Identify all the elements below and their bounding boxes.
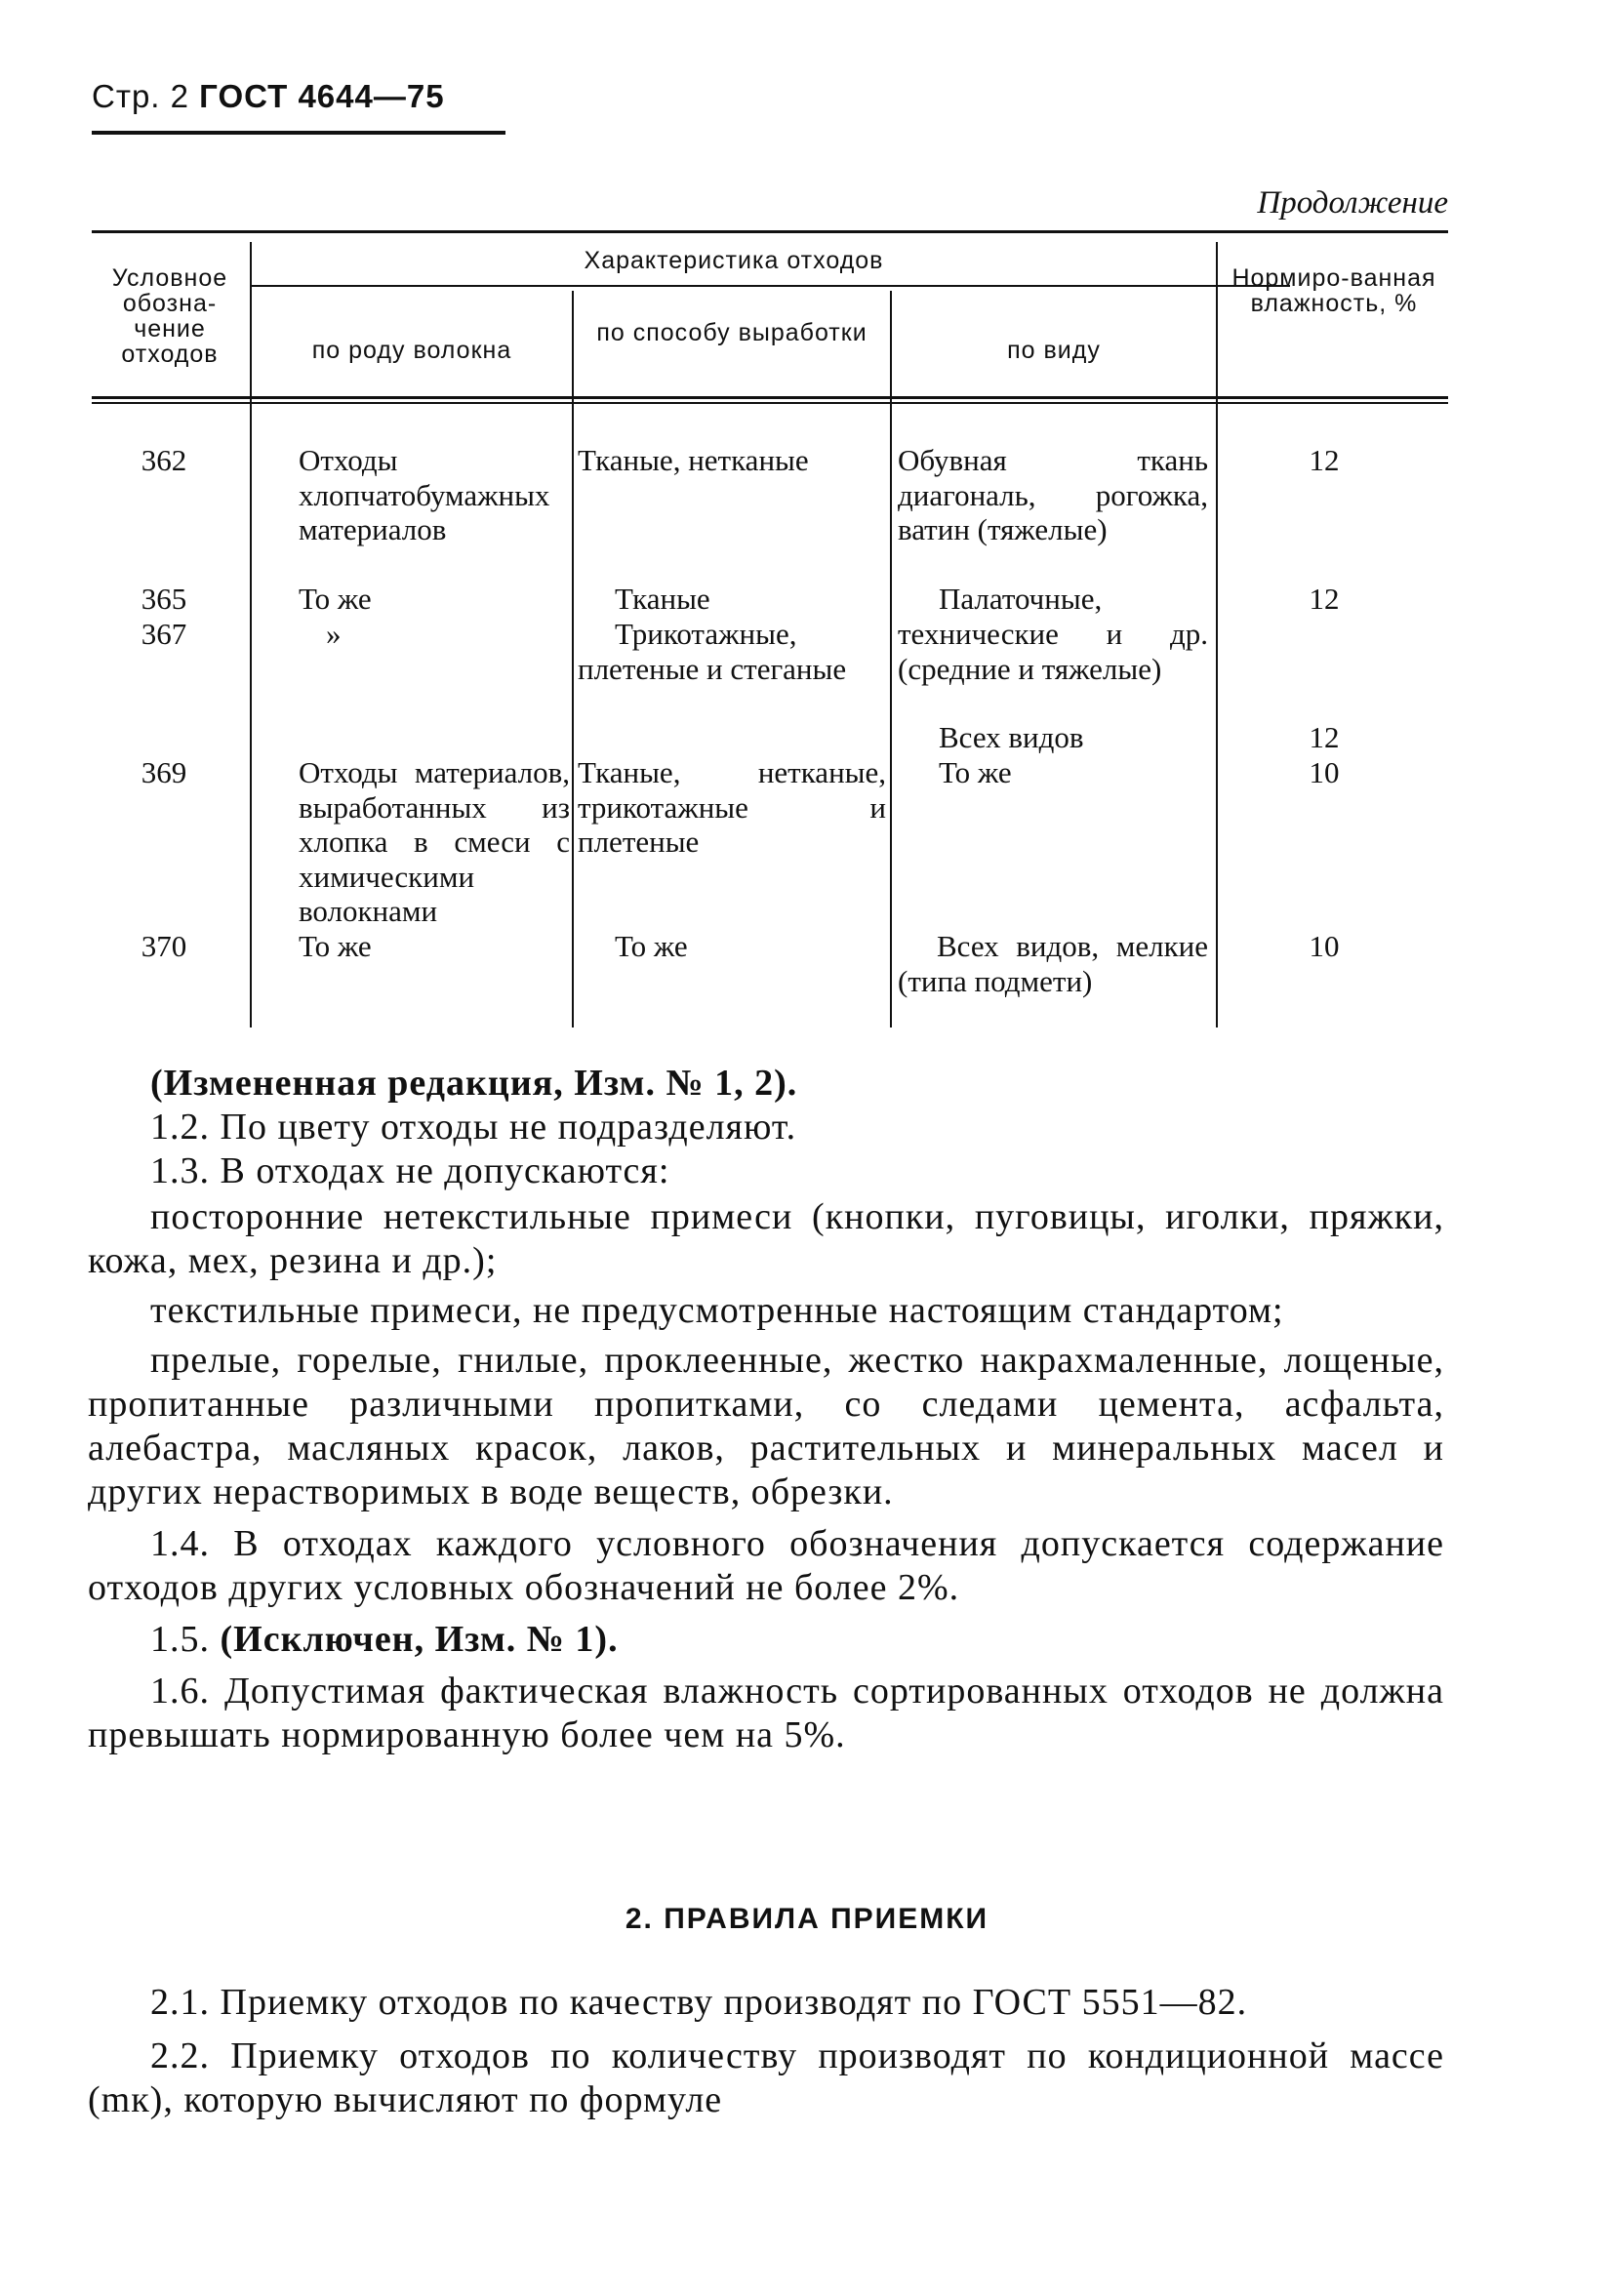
header-bottom-rule-2 xyxy=(92,402,1448,404)
clause-1-5-text: (Исключен, Изм. № 1). xyxy=(220,1619,619,1660)
clause-1-2: 1.2. По цвету отходы не подразделяют. xyxy=(150,1107,797,1148)
row-369-type: То же xyxy=(939,755,1012,789)
row-365-humidity: 12 xyxy=(1309,582,1340,616)
text-block-1 xyxy=(88,1062,1444,1757)
header-rule xyxy=(92,131,505,135)
char-header-rule xyxy=(252,285,1290,287)
text-block-2 xyxy=(88,1981,1444,2122)
th-code: Условное обозна-чение отходов xyxy=(111,264,228,368)
row-362-humidity: 12 xyxy=(1309,443,1340,477)
row-367-type: технические и др. (средние и тяжелые) xyxy=(898,617,1208,686)
row-365-type: Палаточные, xyxy=(939,582,1103,616)
row-369-humidity: 10 xyxy=(1309,755,1340,789)
continuation-label: Продолжение xyxy=(1257,185,1448,221)
row-362-code: 362 xyxy=(141,443,187,477)
row-369-fiber: Отходы материалов, выработанных из хлопка в смеси с химическими волокнами xyxy=(299,755,570,928)
row-362-fiber: Отходы хлопчатобумажных материалов xyxy=(299,443,550,546)
header-bottom-rule xyxy=(92,396,1448,399)
row-369-code: 369 xyxy=(141,755,187,789)
section-2-heading: 2. ПРАВИЛА ПРИЕМКИ xyxy=(625,1903,989,1935)
waste-table xyxy=(92,230,1448,1040)
row-362-method: Тканые, нетканые xyxy=(578,443,809,477)
row-370-method: То же xyxy=(615,929,688,963)
page-number: Стр. 2 xyxy=(92,78,189,114)
page-header xyxy=(92,78,445,115)
row-370-code: 370 xyxy=(141,929,187,963)
clause-1-3-item-a: посторонние нетекстильные примеси (кнопки, пуговицы, иголки, пряжки, кожа, мех, резина и др.); xyxy=(88,1196,1444,1281)
row-370-humidity: 10 xyxy=(1309,929,1340,963)
row-362-type: Обувная ткань диагональ, рогожка, ватин (тяжелые) xyxy=(898,443,1208,546)
row-369-method: Тканые, нетканые, трикотажные и плетеные xyxy=(578,755,886,859)
clause-1-3-item-b: текстильные примеси, не предусмотренные настоящим стандартом; xyxy=(150,1290,1284,1331)
clause-1-3-item-c: прелые, горелые, гнилые, проклеенные, жестко накрахмаленные, лощеные, пропитанные различными пропитками, со следами цемента, асфальта, алебастра, масляных красок, лаков, растительных и минеральных масел и других нерастворимых в воде веществ, обрезки. xyxy=(88,1340,1444,1512)
clause-1-5 xyxy=(88,1618,1444,1662)
clause-2-1: 2.1. Приемку отходов по качеству производят по ГОСТ 5551—82. xyxy=(150,1982,1248,2023)
col-divider-1 xyxy=(250,242,252,1027)
th-fiber: по роду волокна xyxy=(311,337,512,364)
standard-id: ГОСТ 4644—75 xyxy=(199,78,445,114)
row-367b-humidity: 12 xyxy=(1309,720,1340,754)
row-367-method: Трикотажные, плетеные и стеганые xyxy=(578,617,847,686)
clause-1-4: 1.4. В отходах каждого условного обозначения допускается содержание отходов других условных обозначений не более 2%. xyxy=(88,1523,1444,1608)
col-divider-2 xyxy=(572,291,574,1027)
row-365-code: 365 xyxy=(141,582,187,616)
row-370-type: Всех видов, мелкие (типа подмети) xyxy=(898,929,1208,998)
amendment-note: (Измененная редакция, Изм. № 1, 2). xyxy=(150,1063,798,1104)
th-characteristic: Характеристика отходов xyxy=(584,247,884,274)
row-367-fiber: » xyxy=(326,617,342,651)
row-365-fiber: То же xyxy=(299,582,372,616)
clause-1-6: 1.6. Допустимая фактическая влажность сортированных отходов не должна превышать нормированную более чем на 5%. xyxy=(88,1671,1444,1755)
row-365-method: Тканые xyxy=(615,582,710,616)
row-367-code: 367 xyxy=(141,617,187,651)
th-type: по виду xyxy=(1007,337,1101,364)
th-humidity: Нормиро-ванная влажность, % xyxy=(1231,264,1436,317)
clause-2-2: 2.2. Приемку отходов по количеству производят по кондиционной массе (mк), которую вычисляют по формуле xyxy=(88,2035,1444,2120)
th-method: по способу выработки xyxy=(596,319,868,346)
col-divider-3 xyxy=(890,291,892,1027)
row-367b-type: Всех видов xyxy=(939,720,1084,754)
clause-1-5-number: 1.5. xyxy=(150,1619,210,1660)
row-370-fiber: То же xyxy=(299,929,372,963)
table-top-rule xyxy=(92,230,1448,233)
clause-1-3: 1.3. В отходах не допускаются: xyxy=(150,1150,670,1191)
col-divider-4 xyxy=(1216,242,1218,1027)
